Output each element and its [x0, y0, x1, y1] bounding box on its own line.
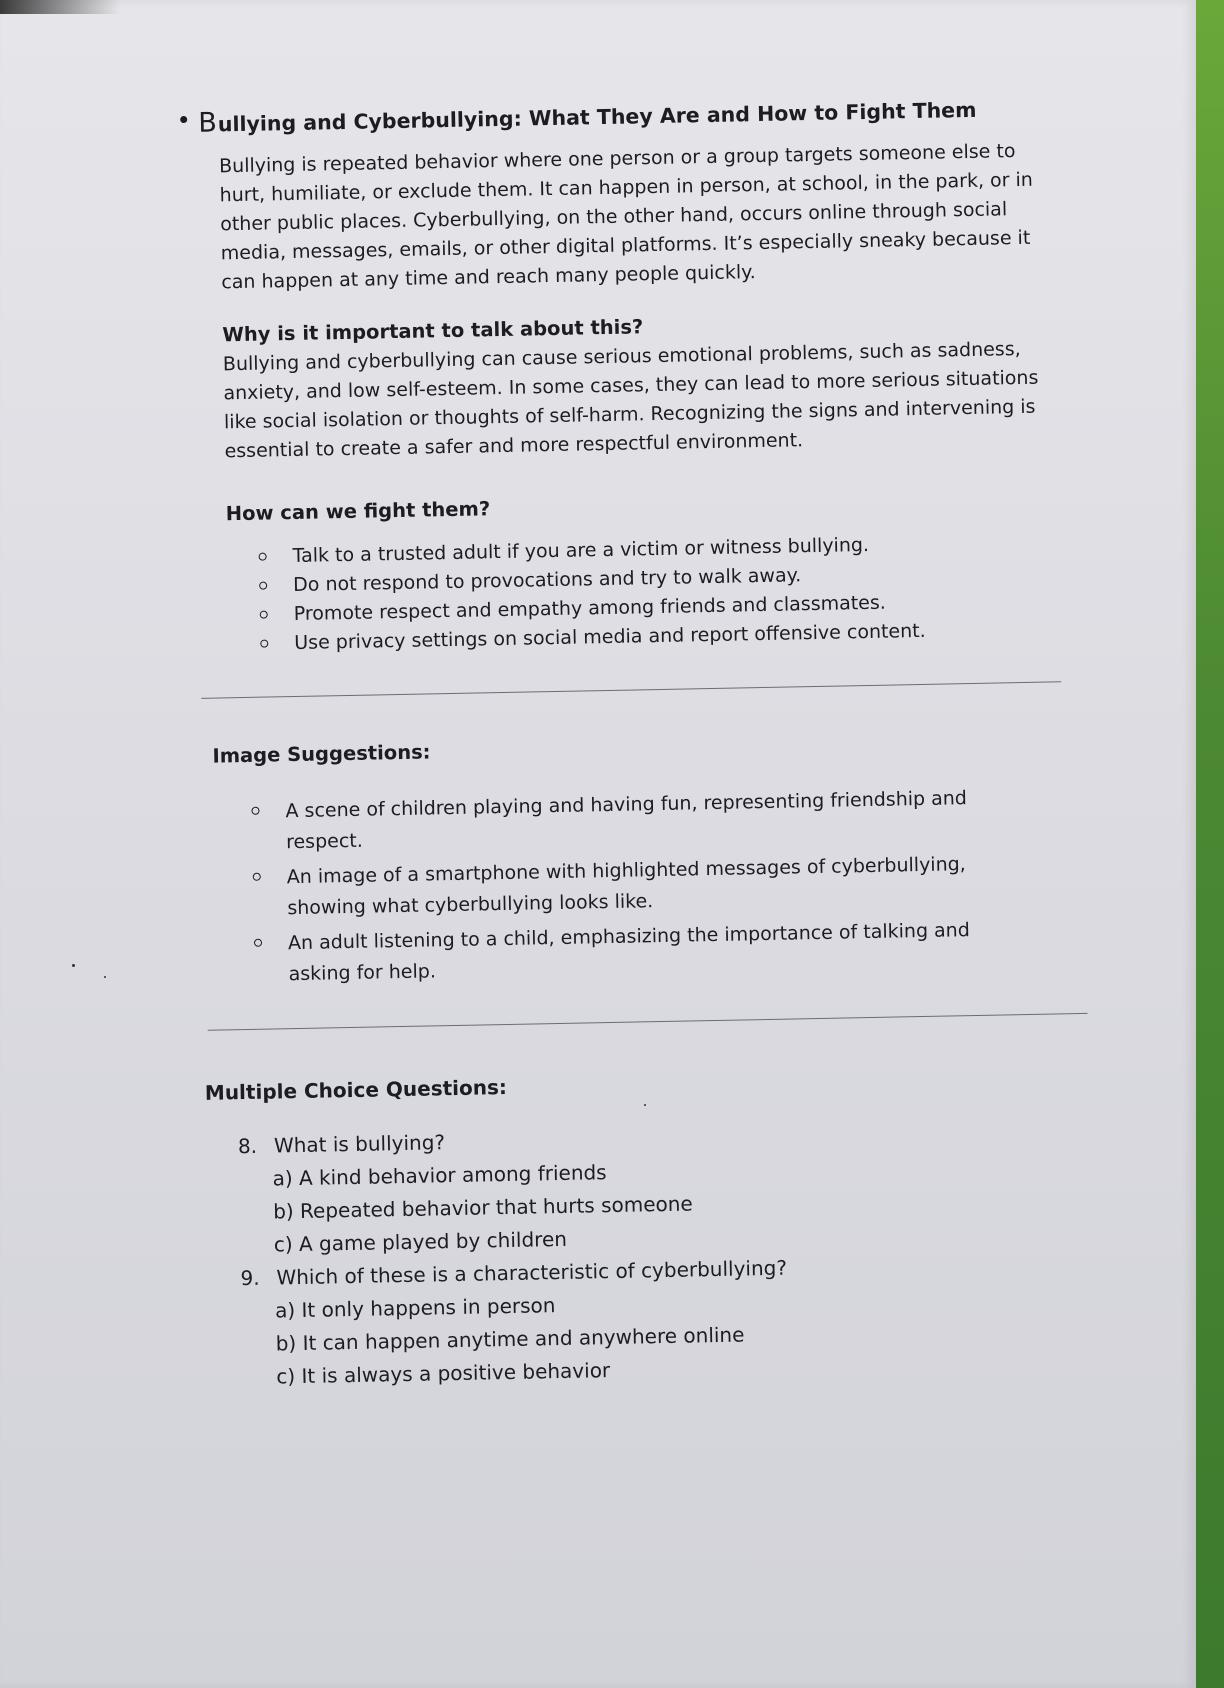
- document-content: [186, 91, 1091, 1395]
- speck: [72, 964, 75, 967]
- answer-option: a) A kind behavior among friends: [272, 1160, 607, 1191]
- fight-list: [194, 527, 1076, 660]
- circle-bullet-icon: [259, 553, 267, 561]
- list-item-text: Talk to a trusted adult if you are a victim or witness bullying.: [292, 533, 870, 568]
- circle-bullet-icon: [253, 873, 261, 881]
- answer-option: c) It is always a positive behavior: [276, 1358, 611, 1389]
- list-item-text: An adult listening to a child, emphasizing the importance of talking and asking for help.: [287, 919, 970, 986]
- list-item-text: Use privacy settings on social media and report offensive content.: [294, 619, 926, 655]
- list-item: [253, 848, 1008, 924]
- photo-edge-shadow: [0, 0, 120, 14]
- why-paragraph: Bullying and cyberbullying can cause serious emotional problems, such as sadness, anxiety, and low self-esteem. In some cases, they can lead to more serious situations like social isolation or thoughts of self-harm. Recognizing the signs and intervening is essential to create a safer and more respectful environment.: [222, 338, 1039, 463]
- answer-option: c) A game played by children: [273, 1226, 568, 1257]
- question-list: [238, 1114, 1091, 1394]
- list-item-text: An image of a smartphone with highlighted messages of cyberbullying, showing what cyberbullying looks like.: [286, 853, 966, 920]
- intro-paragraph: Bullying is repeated behavior where one person or a group targets someone else to hurt, humiliate, or exclude them. It can happen in person, at school, in the park, or in other public places. Cyberbullying, on the other hand, occurs online through social media, messages, emails, or other digital platforms. It’s especially sneaky because it can happen at any time and reach many people quickly.: [218, 140, 1034, 294]
- fight-heading: How can we fight them?: [225, 497, 491, 526]
- mcq-heading: Multiple Choice Questions:: [204, 1075, 508, 1105]
- answer-option: a) It only happens in person: [274, 1293, 556, 1323]
- circle-bullet-icon: [260, 640, 268, 648]
- title-initial: B: [197, 107, 218, 139]
- circle-bullet-icon: [254, 939, 262, 947]
- circle-bullet-icon: [259, 582, 267, 590]
- list-item: [254, 914, 1009, 990]
- question-number: 9.: [240, 1265, 260, 1291]
- list-item-text: Do not respond to provocations and try to walk away.: [292, 564, 802, 597]
- speck: [104, 976, 106, 978]
- divider: [208, 1013, 1088, 1031]
- question-number: 8.: [237, 1133, 258, 1159]
- answer-option: b) It can happen anytime and anywhere online: [275, 1322, 745, 1356]
- title-text: ullying and Cyberbullying: What They Are and How to Fight Them: [217, 97, 977, 137]
- list-item-text: A scene of children playing and having fun, representing friendship and respect.: [285, 787, 968, 854]
- title-bullet-icon: [180, 116, 187, 123]
- circle-bullet-icon: [251, 807, 259, 815]
- speck: [644, 1104, 646, 1106]
- divider: [201, 681, 1061, 699]
- image-suggestions-list: [199, 781, 1083, 992]
- why-heading: Why is it important to talk about this?: [222, 315, 644, 347]
- answer-option: b) Repeated behavior that hurts someone: [272, 1191, 693, 1224]
- question-text: What is bullying?: [273, 1130, 446, 1158]
- image-suggestions-heading: Image Suggestions:: [212, 740, 431, 768]
- question-text: Which of these is a characteristic of cyberbullying?: [276, 1255, 788, 1290]
- list-item-text: Promote respect and empathy among friends and classmates.: [293, 591, 887, 626]
- circle-bullet-icon: [260, 611, 268, 619]
- document-title: [186, 91, 1066, 139]
- list-item: [251, 782, 1006, 858]
